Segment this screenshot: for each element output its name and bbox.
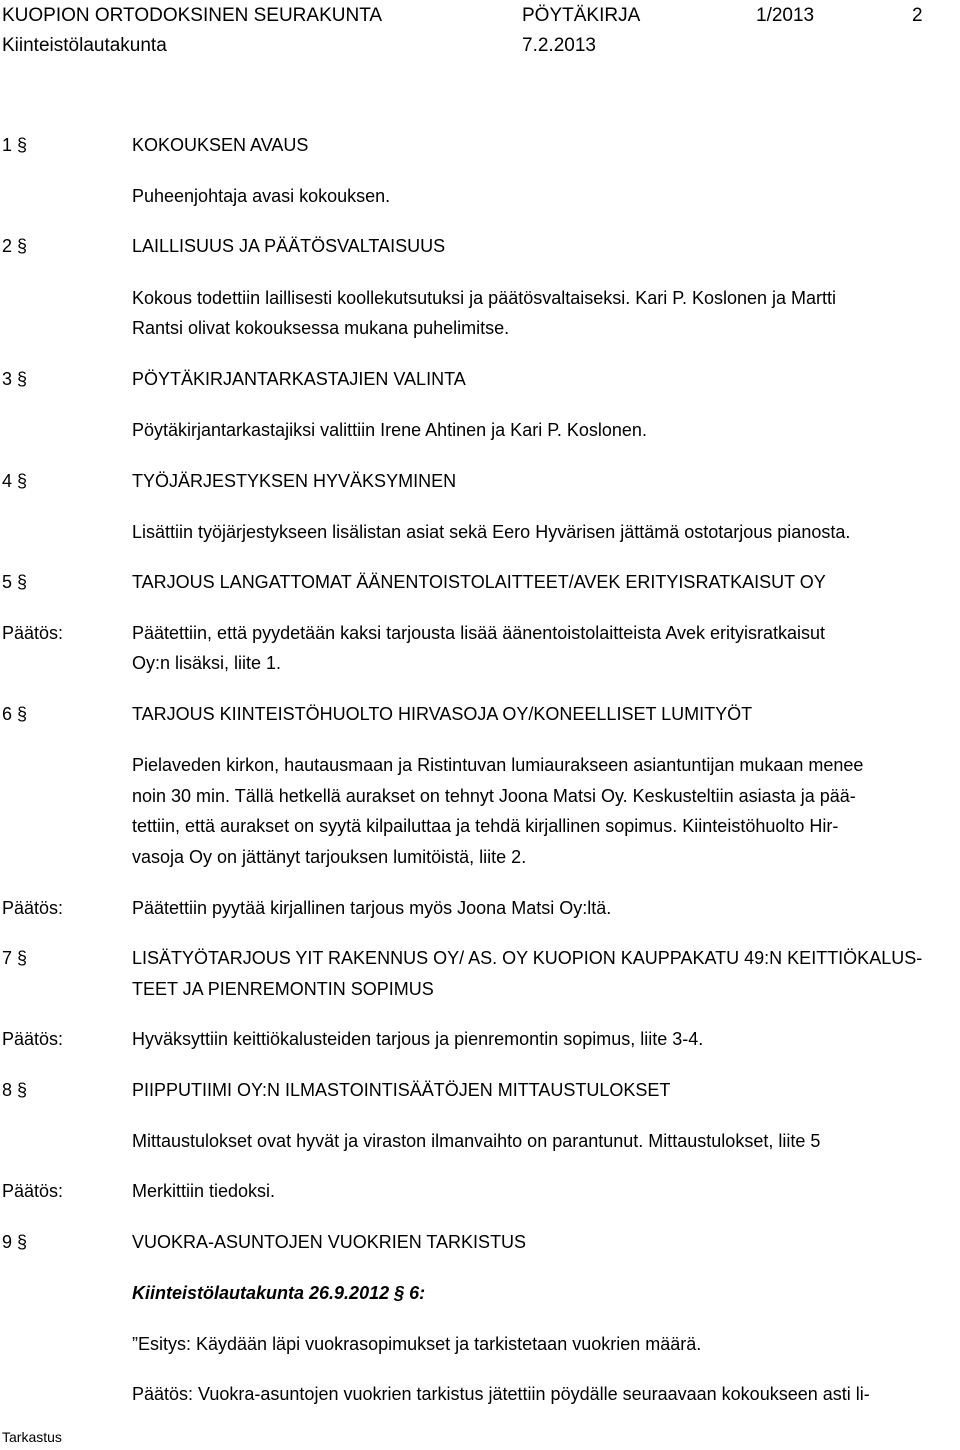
section-9-reference: Kiinteistölautakunta 26.9.2012 § 6: <box>132 1283 426 1303</box>
section-7-decision: Hyväksyttiin keittiökalusteiden tarjous ja pienremontin sopimus, liite 3-4. <box>132 1029 704 1049</box>
section-2-text-line-2: Rantsi olivat kokouksessa mukana puhelimitse. <box>132 318 510 338</box>
section-1-text: Puheenjohtaja avasi kokouksen. <box>132 186 391 206</box>
section-9-decision: Päätös: Vuokra-asuntojen vuokrien tarkistus jätettiin pöydälle seuraavaan kokoukseen asti li- <box>132 1384 870 1404</box>
section-4-title: TYÖJÄRJESTYKSEN HYVÄKSYMINEN <box>132 471 457 491</box>
section-6-text-line-1: Pielaveden kirkon, hautausmaan ja Ristintuvan lumiaurakseen asiantuntijan mukaan menee <box>132 755 864 775</box>
section-8-decision-label: Päätös: <box>2 1181 64 1201</box>
section-7-decision-label: Päätös: <box>2 1029 64 1049</box>
section-7-number: 7 § <box>2 948 28 968</box>
section-4-text: Lisättiin työjärjestykseen lisälistan asiat sekä Eero Hyvärisen jättämä ostotarjous pianosta. <box>132 522 851 542</box>
section-9-proposal: ”Esitys: Käydään läpi vuokrasopimukset ja tarkistetaan vuokrien määrä. <box>132 1334 702 1354</box>
section-5-number: 5 § <box>2 572 28 592</box>
header-org: KUOPION ORTODOKSINEN SEURAKUNTA <box>2 5 383 26</box>
section-5-decision-label: Päätös: <box>2 623 64 643</box>
section-9-number: 9 § <box>2 1232 28 1252</box>
section-2-number: 2 § <box>2 236 28 256</box>
section-4-number: 4 § <box>2 471 28 491</box>
section-6-text-line-4: vasoja Oy on jättänyt tarjouksen lumitöistä, liite 2. <box>132 847 527 867</box>
header-number: 1/2013 <box>756 5 815 26</box>
header-doc-type: PÖYTÄKIRJA <box>522 5 641 26</box>
section-1-number: 1 § <box>2 135 28 155</box>
section-7-title-line-2: TEET JA PIENREMONTIN SOPIMUS <box>132 979 434 999</box>
section-6-title: TARJOUS KIINTEISTÖHUOLTO HIRVASOJA OY/KONEELLISET LUMITYÖT <box>132 704 753 724</box>
section-6-text-line-2: noin 30 min. Tällä hetkellä aurakset on tehnyt Joona Matsi Oy. Keskusteltiin asiasta ja pää- <box>132 786 856 806</box>
section-1-title: KOKOUKSEN AVAUS <box>132 135 309 155</box>
section-6-number: 6 § <box>2 704 28 724</box>
section-8-number: 8 § <box>2 1080 28 1100</box>
section-2-text-line-1: Kokous todettiin laillisesti koollekutsutuksi ja päätösvaltaiseksi. Kari P. Koslonen ja Martti <box>132 288 837 308</box>
section-5-title: TARJOUS LANGATTOMAT ÄÄNENTOISTOLAITTEET/AVEK ERITYISRATKAISUT OY <box>132 572 826 592</box>
section-3-number: 3 § <box>2 369 28 389</box>
header-committee: Kiinteistölautakunta <box>2 35 167 56</box>
header-date: 7.2.2013 <box>522 35 596 56</box>
section-8-title: PIIPPUTIIMI OY:N ILMASTOINTISÄÄTÖJEN MITTAUSTULOKSET <box>132 1080 671 1100</box>
section-8-text: Mittaustulokset ovat hyvät ja viraston ilmanvaihto on parantunut. Mittaustulokset, liite 5 <box>132 1131 821 1151</box>
header-page-number: 2 <box>912 5 923 26</box>
footer-review-label: Tarkastus <box>2 1429 62 1445</box>
section-6-decision: Päätettiin pyytää kirjallinen tarjous myös Joona Matsi Oy:ltä. <box>132 898 612 918</box>
section-8-decision: Merkittiin tiedoksi. <box>132 1181 276 1201</box>
section-7-title-line-1: LISÄTYÖTARJOUS YIT RAKENNUS OY/ AS. OY KUOPION KAUPPAKATU 49:N KEITTIÖKALUS- <box>132 948 923 968</box>
section-3-title: PÖYTÄKIRJANTARKASTAJIEN VALINTA <box>132 369 466 389</box>
section-6-text-line-3: tettiin, että aurakset on syytä kilpailuttaa ja tehdä kirjallinen sopimus. Kiinteistöhuolto Hir- <box>132 816 839 836</box>
section-5-decision-line-1: Päätettiin, että pyydetään kaksi tarjousta lisää äänentoistolaitteista Avek erityisratkaisut <box>132 623 826 643</box>
section-6-decision-label: Päätös: <box>2 898 64 918</box>
section-5-decision-line-2: Oy:n lisäksi, liite 1. <box>132 653 282 673</box>
section-9-title: VUOKRA-ASUNTOJEN VUOKRIEN TARKISTUS <box>132 1232 527 1252</box>
section-3-text: Pöytäkirjantarkastajiksi valittiin Irene Ahtinen ja Kari P. Koslonen. <box>132 420 647 440</box>
section-2-title: LAILLISUUS JA PÄÄTÖSVALTAISUUS <box>132 236 446 256</box>
